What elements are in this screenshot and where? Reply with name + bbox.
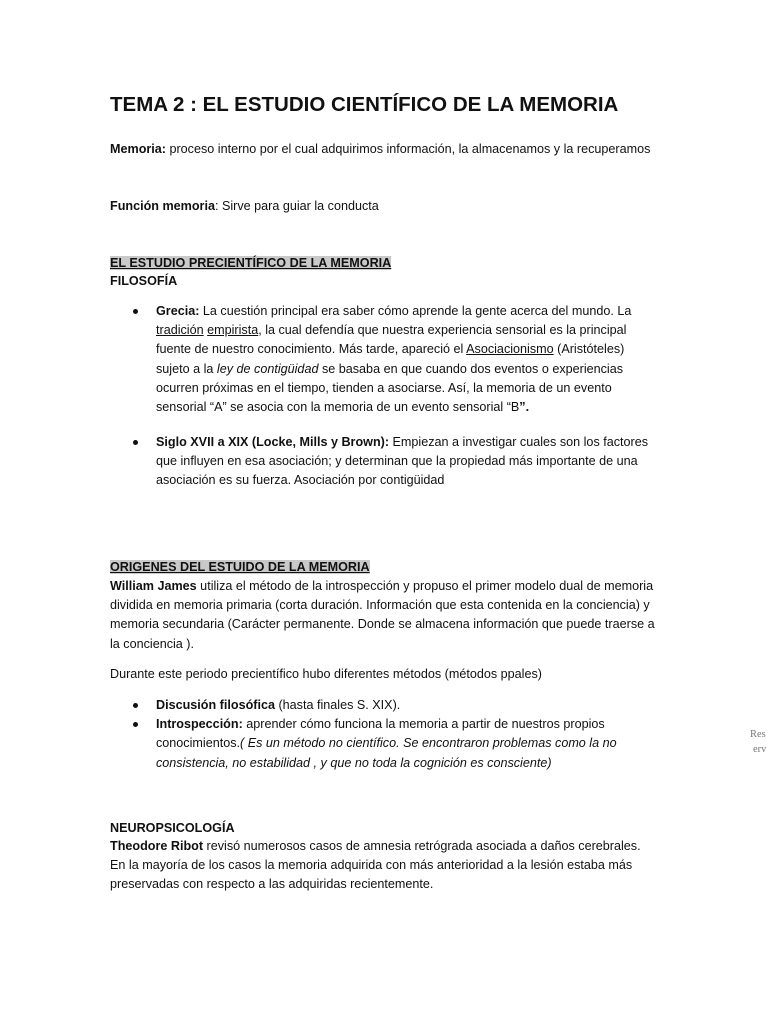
periodo-paragraph: Durante este periodo precientífico hubo diferentes métodos (métodos ppales) bbox=[110, 667, 542, 681]
introspeccion-text: aprender cómo funciona la memoria a partir de nuestros propios conocimientos. bbox=[156, 717, 605, 751]
ribot-paragraph bbox=[110, 837, 655, 895]
grecia-text-5: se basaba en que cuando dos eventos o experiencias ocurren próximas en el tiempo, tienden a asociarse. Así, la memoria de un evento sensorial “A” se asocia con la memoria de un evento sensorial “B bbox=[156, 361, 624, 415]
side-note-line1: Res bbox=[750, 729, 766, 740]
list-item-discusion bbox=[110, 696, 660, 715]
list-item-siglo bbox=[110, 433, 660, 491]
memoria-label: Memoria: bbox=[110, 142, 166, 156]
william-james-text: utiliza el método de la introspección y propuso el primer modelo dual de memoria dividida en memoria primaria (corta duración. Información que esta contenida en la conciencia) y memoria secundaria (Carácter permanente. Donde se almacena información que puede traerse a la conciencia ). bbox=[110, 579, 655, 651]
filosofia-list bbox=[110, 302, 660, 417]
introspeccion-label: Introspección: bbox=[156, 717, 243, 732]
william-james-paragraph bbox=[110, 577, 655, 654]
section-heading-origenes-text: ORIGENES DEL ESTUIDO DE LA MEMORIA bbox=[110, 560, 370, 574]
william-james-label: William James bbox=[110, 579, 197, 593]
grecia-text-end: ”. bbox=[519, 400, 530, 415]
metodos-list bbox=[110, 696, 660, 773]
section-heading-precientifico bbox=[110, 254, 655, 273]
section-heading-origenes bbox=[110, 558, 655, 577]
ribot-text: revisó numerosos casos de amnesia retrógrada asociada a daños cerebrales. En la mayoría de los casos la memoria adquirida con más anterioridad a la lesión estaba más preservadas con respecto a las adquiridas recientemente. bbox=[110, 839, 641, 892]
siglo-label: Siglo XVII a XIX (Locke, Mills y Brown): bbox=[156, 435, 390, 449]
grecia-text-4: (Aristóteles) sujeto a la bbox=[156, 342, 625, 376]
ley-contiguidad: ley de contigüidad bbox=[216, 361, 319, 376]
section-heading-neuropsicologia: NEUROPSICOLOGÍA bbox=[110, 821, 235, 835]
subheading-filosofia: FILOSOFÍA bbox=[110, 274, 178, 288]
ribot-label: Theodore Ribot bbox=[110, 839, 204, 853]
grecia-text-3: , la cual defendía que nuestra experiencia sensorial es la principal fuente de nuestro conocimiento. Más tarde, apareció el bbox=[156, 323, 627, 357]
list-item-introspeccion bbox=[110, 715, 660, 773]
list-item-grecia bbox=[110, 302, 660, 417]
memoria-text: proceso interno por el cual adquirimos información, la almacenamos y la recuperamos bbox=[165, 142, 651, 156]
link-tradicion: tradición bbox=[156, 323, 204, 338]
grecia-text-1: La cuestión principal era saber cómo aprende la gente acerca del mundo. La bbox=[199, 304, 632, 318]
page-title: TEMA 2 : EL ESTUDIO CIENTÍFICO DE LA MEMORIA bbox=[110, 93, 619, 116]
introspeccion-italic: ( Es un método no científico. Se encontraron problemas como la no consistencia, no estabilidad , y que no toda la cognición es consciente) bbox=[156, 736, 617, 770]
funcion-memoria-label: Función memoria bbox=[110, 199, 215, 213]
funcion-memoria-text: : Sirve para guiar la conducta bbox=[214, 199, 379, 213]
memoria-definition bbox=[110, 140, 655, 159]
grecia-label: Grecia: bbox=[156, 304, 200, 318]
link-asociacionismo: Asociacionismo bbox=[466, 342, 554, 357]
side-note-line2: erv bbox=[753, 744, 767, 755]
link-empirista: empirista bbox=[207, 323, 259, 338]
funcion-memoria-definition bbox=[110, 197, 655, 216]
siglo-list bbox=[110, 433, 660, 491]
section-heading-precientifico-text: EL ESTUDIO PRECIENTÍFICO DE LA MEMORIA bbox=[110, 256, 392, 270]
discusion-label: Discusión filosófica bbox=[156, 698, 275, 712]
discusion-text: (hasta finales S. XIX). bbox=[274, 698, 401, 712]
siglo-text: Empiezan a investigar cuales son los factores que influyen en esa asociación; y determinan que la propiedad más importante de una asociación es su fuerza. Asociación por contigüidad bbox=[156, 435, 649, 488]
